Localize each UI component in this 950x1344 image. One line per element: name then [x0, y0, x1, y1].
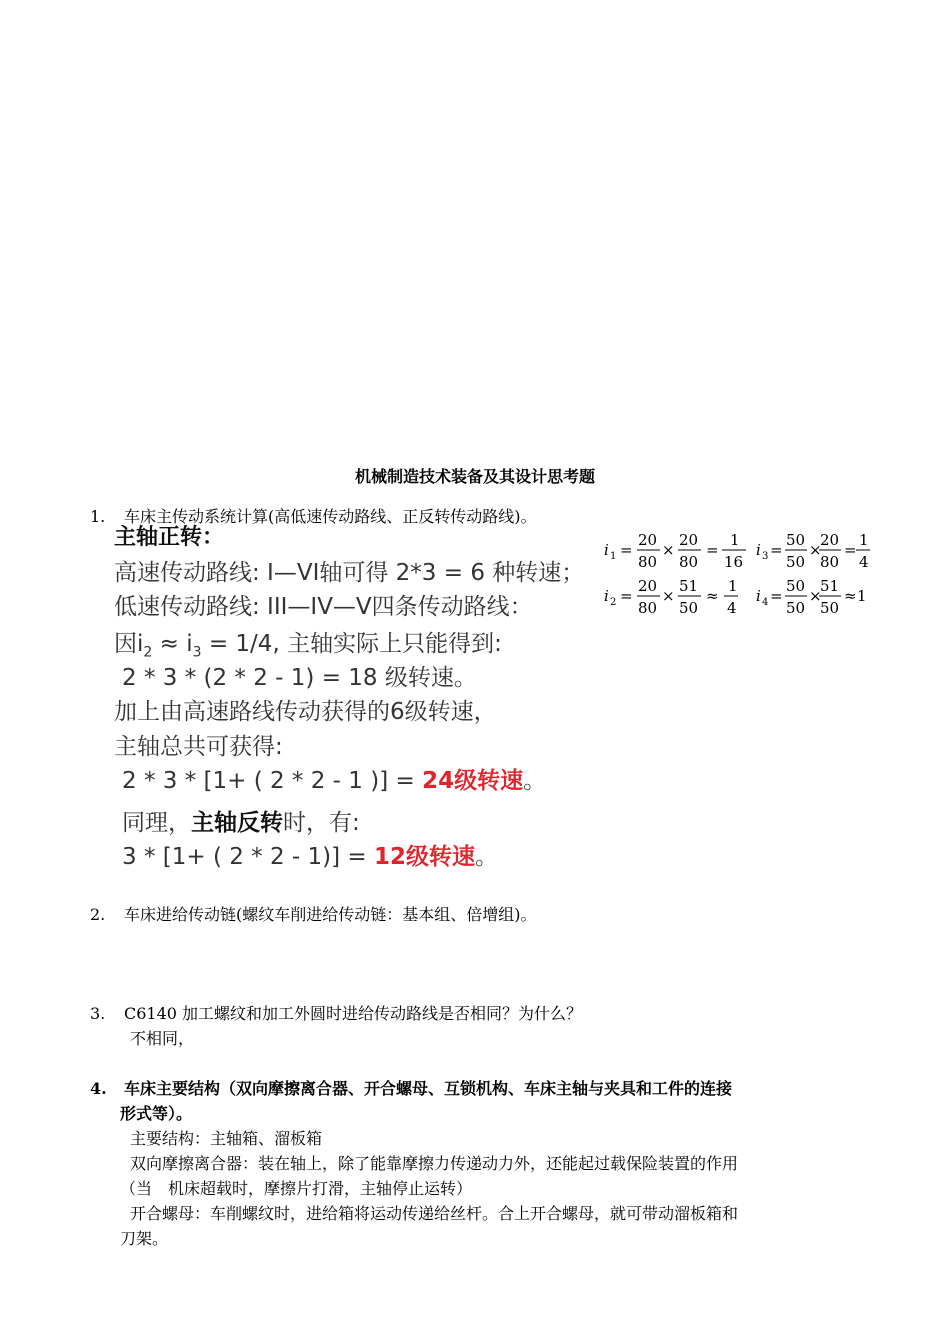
figure-line-reverse: 同理，主轴反转时，有: [122, 810, 360, 836]
svg-text:20: 20 [679, 531, 699, 549]
svg-text:1: 1 [728, 577, 738, 595]
question-4 [90, 1076, 732, 1099]
answer-3: 不相同， [130, 1029, 195, 1048]
svg-text:1: 1 [730, 531, 740, 549]
answer-4-half-nut-line2: 刀架。 [120, 1229, 169, 1248]
figure-line-18: 2 * 3 * (2 * 2 - 1) = 18 级转速。 [122, 665, 477, 691]
svg-text:1: 1 [859, 531, 869, 549]
page-title: 机械制造技术装备及其设计思考题 [354, 467, 595, 486]
gear-ratio-formulas [600, 526, 880, 626]
svg-text:2: 2 [610, 597, 617, 608]
svg-text:×: × [809, 541, 822, 559]
formula-i1 [604, 531, 746, 571]
svg-text:=: = [770, 541, 783, 559]
question-text: C6140 加工螺纹和加工外圆时进给传动路线是否相同？为什么？ [124, 1004, 583, 1023]
answer-4-main-structure: 主要结构：主轴箱、溜板箱 [130, 1129, 323, 1148]
svg-text:50: 50 [679, 599, 699, 617]
svg-text:51: 51 [679, 577, 699, 595]
svg-text:3: 3 [762, 551, 769, 562]
svg-text:=: = [706, 541, 719, 559]
svg-text:=: = [770, 587, 783, 605]
svg-text:50: 50 [786, 553, 806, 571]
svg-text:20: 20 [820, 531, 840, 549]
question-3 [90, 1001, 582, 1024]
svg-text:80: 80 [638, 599, 658, 617]
svg-text:≈: ≈ [706, 587, 719, 605]
svg-text:≈: ≈ [844, 587, 857, 605]
svg-text:4: 4 [727, 599, 737, 617]
svg-text:1: 1 [610, 551, 617, 562]
figure-line-add: 加上由高速路线传动获得的6级转速， [114, 699, 497, 725]
svg-text:50: 50 [786, 531, 806, 549]
formula-i4 [756, 577, 867, 617]
svg-text:×: × [662, 541, 675, 559]
svg-text:16: 16 [724, 553, 744, 571]
svg-text:50: 50 [786, 599, 806, 617]
svg-text:50: 50 [786, 577, 806, 595]
question-2 [90, 902, 537, 925]
svg-text:80: 80 [638, 553, 658, 571]
question-text-line1: 车床主要结构（双向摩擦离合器、开合螺母、互锁机构、车床主轴与夹具和工件的连接 [124, 1079, 733, 1098]
svg-text:50: 50 [820, 599, 840, 617]
figure-line-12: 3 * [1+ ( 2 * 2 - 1)] = 12级转速。 [122, 844, 499, 870]
figure-heading: 主轴正转： [114, 525, 225, 550]
question-number: 2. [90, 905, 106, 924]
figure-line-high-speed: 高速传动路线: I—VI轴可得 2*3 = 6 种转速； [114, 560, 585, 586]
svg-text:i: i [756, 541, 761, 559]
svg-text:51: 51 [820, 577, 840, 595]
formula-i3 [756, 531, 870, 571]
question-number: 3. [90, 1004, 106, 1023]
svg-text:=: = [844, 541, 857, 559]
figure-line-cause: 因$i_2 \approx i_3 = 1/4$, 主轴实际上只能得到: [114, 631, 502, 661]
answer-4-clutch-line2: （当 机床超载时，摩擦片打滑，主轴停止运转） [120, 1179, 473, 1198]
svg-text:80: 80 [679, 553, 699, 571]
svg-text:×: × [809, 587, 822, 605]
figure-line-24: 2 * 3 * [1+ ( 2 * 2 - 1 )] = 24级转速。 [122, 768, 547, 794]
svg-text:=: = [620, 587, 633, 605]
svg-text:=: = [620, 541, 633, 559]
figure-line-total: 主轴总共可获得: [114, 734, 283, 760]
answer-4-clutch-line1: 双向摩擦离合器：装在轴上，除了能靠摩擦力传递动力外，还能起过载保险装置的作用 [130, 1154, 739, 1173]
svg-text:i: i [756, 587, 761, 605]
svg-text:4: 4 [762, 597, 769, 608]
answer-4-half-nut-line1: 开合螺母：车削螺纹时，进给箱将运动传递给丝杆。合上开合螺母，就可带动溜板箱和 [130, 1204, 739, 1223]
question-4-line2: 形式等）。 [120, 1104, 193, 1123]
question-text: 车床主传动系统计算(高低速传动路线、正反转传动路线)。 [124, 507, 537, 526]
svg-text:i: i [604, 587, 609, 605]
svg-text:80: 80 [820, 553, 840, 571]
svg-text:×: × [662, 587, 675, 605]
formula-i2 [604, 577, 738, 617]
figure-line-low-speed: 低速传动路线: III—IV—V四条传动路线： [114, 594, 533, 620]
svg-text:i: i [604, 541, 609, 559]
svg-text:20: 20 [638, 577, 658, 595]
svg-text:4: 4 [859, 553, 869, 571]
svg-text:1: 1 [857, 587, 867, 605]
question-number: 1. [90, 507, 106, 526]
svg-text:20: 20 [638, 531, 658, 549]
question-number: 4. [90, 1079, 107, 1098]
question-text: 车床进给传动链(螺纹车削进给传动链：基本组、倍增组)。 [124, 905, 537, 924]
